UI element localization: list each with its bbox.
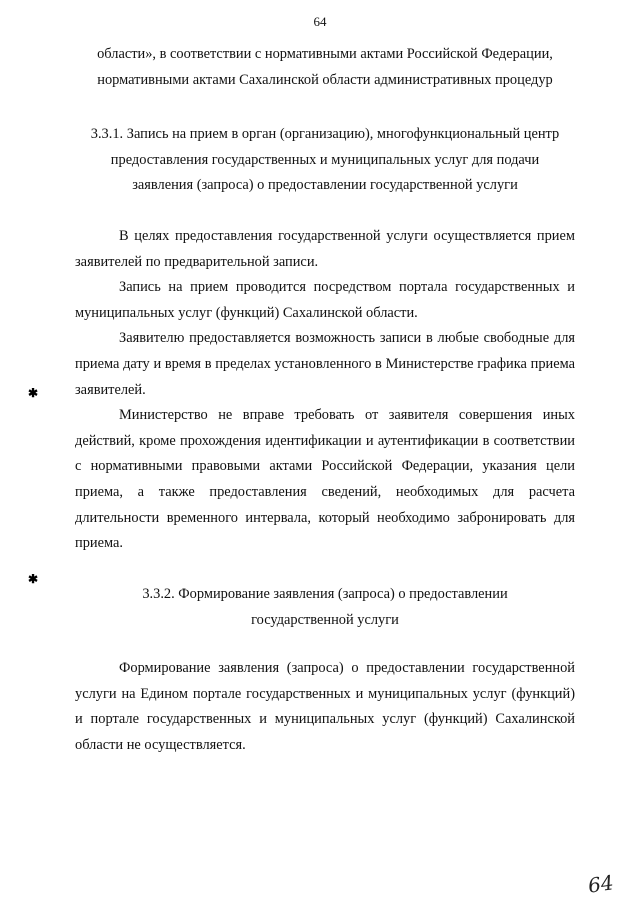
section-332-body — [75, 656, 575, 758]
section-332-heading — [75, 582, 575, 633]
intro-line-2: нормативными актами Сахалинской области административных процедур — [97, 71, 553, 88]
margin-asterisk-mark: ✱ — [28, 572, 39, 586]
intro-text — [75, 42, 575, 93]
section-332-heading-line-1: 3.3.2. Формирование заявления (запроса) о предоставлении — [142, 586, 508, 602]
section-331-heading-line-2: предоставления государственных и муниципальных услуг для подачи — [110, 151, 540, 168]
paragraph: В целях предоставления государственной услуги осуществляется прием заявителей по предварительной записи. — [75, 228, 575, 270]
paragraph: Заявителю предоставляется возможность записи в любые свободные для приема дату и время в пределах установленного в Министерстве графика приема заявителей. — [75, 330, 575, 398]
handwritten-page-number: 64 — [586, 870, 615, 898]
page-number: 64 — [313, 14, 327, 29]
section-331-heading — [75, 122, 575, 199]
section-332-heading-line-2: государственной услуги — [251, 611, 399, 628]
paragraph: Формирование заявления (запроса) о предоставлении государственной услуги на Едином портале государственных и муниципальных услуг (функций) и портале государственных и муниципальных услуг (функций) Сахалинской области не осуществляется. — [75, 660, 575, 753]
section-331-heading-line-1: 3.3.1. Запись на прием в орган (организацию), многофункциональный центр — [90, 126, 560, 142]
paragraph: Министерство не вправе требовать от заявителя совершения иных действий, кроме прохождения идентификации и аутентификации в соответствии с нормативными правовыми актами Российской Федерации, указания цели приема, а также предоставления сведений, необходимых для расчета длительности временного интервала, который необходимо забронировать для приема. — [75, 407, 575, 552]
section-331-body — [75, 224, 575, 557]
intro-line-1: области», в соответствии с нормативными актами Российской Федерации, — [97, 46, 553, 62]
section-331-heading-line-3: заявления (запроса) о предоставлении государственной услуги — [132, 177, 518, 194]
margin-asterisk-mark: ✱ — [28, 386, 39, 400]
paragraph: Запись на прием проводится посредством портала государственных и муниципальных услуг (функций) Сахалинской области. — [75, 279, 575, 321]
